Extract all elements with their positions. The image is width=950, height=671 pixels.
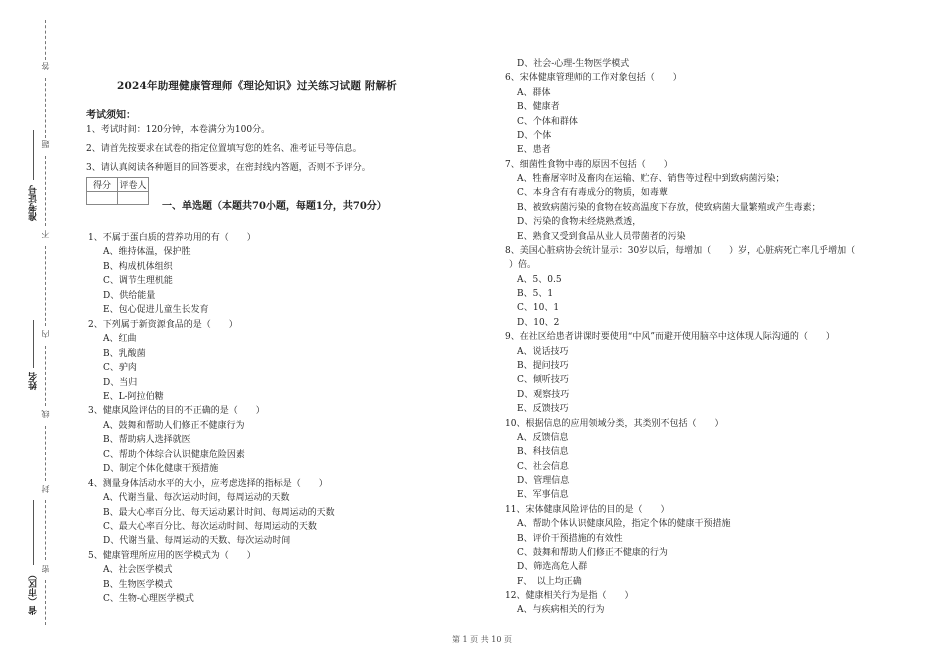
answer-option: C、社会信息 [517,461,569,472]
answer-option: A、社会医学模式 [103,565,173,576]
answer-option: C、最大心率百分比、每次运动时间、每周运动的天数 [103,522,317,532]
answer-option: D、观察技巧 [517,389,570,400]
answer-option: C、个体和群体 [517,116,578,127]
answer-option: ）倍。 [509,260,537,271]
question-stem: 7、细菌性食物中毒的原因不包括（ ） [505,159,673,170]
question-stem: 8、美国心脏病协会统计显示：30岁以后，每增加（ ）岁，心脏病死亡率几乎增加（ [505,245,856,256]
grader-label: 评卷人 [118,178,149,192]
binding-dash-line [45,78,46,138]
page-footer: 第 1 页 共 10 页 [452,635,512,644]
answer-option: A、红曲 [103,334,137,345]
question-stem: 5、健康管理所应用的医学模式为（ ） [88,550,256,561]
answer-option: E、熟食又受到食品从业人员带菌者的污染 [517,231,686,242]
answer-option: D、污染的食物未经烧熟煮透， [517,217,642,228]
answer-option: C、倾听技巧 [517,375,569,386]
answer-option: D、供给能量 [103,290,156,301]
answer-option: B、评价干预措施的有效性 [517,533,623,544]
answer-option: D、个体 [517,130,552,141]
question-stem: 4、测量身体活动水平的大小，应考虑选择的指标是（ ） [88,478,328,489]
binding-dash-line [45,580,46,625]
score-cell [87,192,118,205]
answer-option: E、军事信息 [517,490,569,501]
answer-option: B、最大心率百分比、每天运动累计时间、每周运动的天数 [103,507,335,518]
answer-option: B、乳酸菌 [103,348,146,359]
question-stem: 1、不属于蛋白质的营养功用的有（ ） [88,233,256,243]
binding-mark-inside: 内 [41,330,50,338]
question-stem: 2、下列属于新资源食品的是（ ） [88,319,238,330]
binding-dash-line [45,426,46,481]
region-label: 省（市区） [29,570,39,615]
name-field-line [33,320,34,368]
answer-option: F、 以上均正确 [517,576,582,587]
binding-mark-seal2: 密 [41,565,50,573]
answer-option: A、维持体温，保护胜 [103,247,191,258]
answer-option: C、本身含有有毒成分的物质，如毒蕈 [517,188,668,199]
answer-option: D、社会-心理-生物医学模式 [517,59,630,69]
answer-option: B、生物医学模式 [103,579,173,590]
binding-mark-question: 题 [41,140,50,148]
section-title: 一、单选题（本题共70小题，每题1分，共70分） [162,201,387,212]
binding-dash-line [45,246,46,326]
answer-option: D、制定个体化健康干预措施 [103,464,219,475]
answer-option: E、反馈技巧 [517,404,569,415]
binding-dash-line [45,346,46,406]
binding-dash-line [45,156,46,226]
binding-mark-seal: 封 [41,485,50,493]
answer-option: A、与疾病相关的行为 [517,605,605,616]
answer-option: C、驴肉 [103,363,137,374]
answer-option: A、帮助个体认识健康风险，指定个体的健康干预措施 [517,519,731,530]
notice-heading: 考试须知： [86,110,136,121]
answer-option: B、构成机体组织 [103,261,173,272]
grader-cell [118,192,149,205]
question-stem: 3、健康风险评估的目的不正确的是（ ） [88,406,265,417]
answer-option: B、被致病菌污染的食物在较高温度下存放，使致病菌大量繁殖或产生毒素； [517,202,821,213]
answer-option: D、筛选高危人群 [517,562,588,573]
answer-option: A、代谢当量、每次运动时间，每周运动的天数 [103,493,290,504]
question-stem: 9、在社区给患者讲课时要使用“中风”而避开使用脑卒中这体现人际沟通的（ ） [505,332,835,343]
answer-option: A、鼓舞和帮助人们修正不健康行为 [103,420,245,431]
binding-mark-line: 线 [41,410,50,418]
region-field-line [33,500,34,565]
answer-option: D、10、2 [517,317,560,328]
answer-option: C、生物-心理医学模式 [103,594,194,605]
question-stem: 12、健康相关行为是指（ ） [505,591,634,602]
answer-option: D、管理信息 [517,476,570,487]
exam-no-field-line [33,130,34,180]
answer-option: A、反馈信息 [517,432,569,443]
score-table [86,177,149,205]
question-stem: 11、宋体健康风险评估的目的是（ ） [505,504,670,515]
answer-option: C、帮助个体综合认识健康危险因素 [103,449,245,460]
answer-option: B、提问技巧 [517,360,569,371]
answer-option: E、L-阿拉伯糖 [103,391,164,402]
binding-dash-line [45,500,46,560]
answer-option: B、5、1 [517,289,554,300]
answer-option: D、代谢当量、每周运动的天数、每次运动时间 [103,536,291,547]
answer-option: E、包心促进儿童生长发育 [103,305,209,316]
answer-option: A、说话技巧 [517,346,569,357]
answer-option: C、鼓舞和帮助人们修正不健康的行为 [517,547,668,558]
exam-no-label: 准考证号 [29,185,39,221]
notice-item: 1、考试时间：120分钟，本卷满分为100分。 [86,125,271,135]
name-label: 姓名 [29,372,39,390]
notice-item: 2、请首先按要求在试卷的指定位置填写您的姓名、准考证号等信息。 [86,144,362,154]
question-stem: 10、根据信息的应用领域分类，其类别不包括（ ） [505,418,724,429]
notice-item: 3、请认真阅读各种题目的回答要求，在密封线内答题，否则不予评分。 [86,163,371,173]
score-label: 得分 [87,178,118,192]
exam-title: 2024年助理健康管理师《理论知识》过关练习试题 附解析 [117,80,397,92]
answer-option: B、健康者 [517,102,560,113]
answer-option: D、当归 [103,377,138,388]
answer-option: A、牲畜屠宰时及畜肉在运输、贮存、销售等过程中到致病菌污染； [517,174,785,185]
answer-option: A、5、0.5 [517,274,562,285]
answer-option: C、10、1 [517,303,560,314]
answer-option: E、患者 [517,145,551,156]
binding-mark-not: 不 [41,230,50,238]
answer-option: A、群体 [517,87,551,98]
answer-option: C、调节生理机能 [103,276,173,287]
binding-dash-line [45,20,46,60]
answer-option: B、帮助病人选择就医 [103,435,191,446]
question-stem: 6、宋体健康管理师的工作对象包括（ ） [505,73,682,84]
answer-option: B、科技信息 [517,447,569,458]
binding-mark-answer: 答 [41,62,50,70]
